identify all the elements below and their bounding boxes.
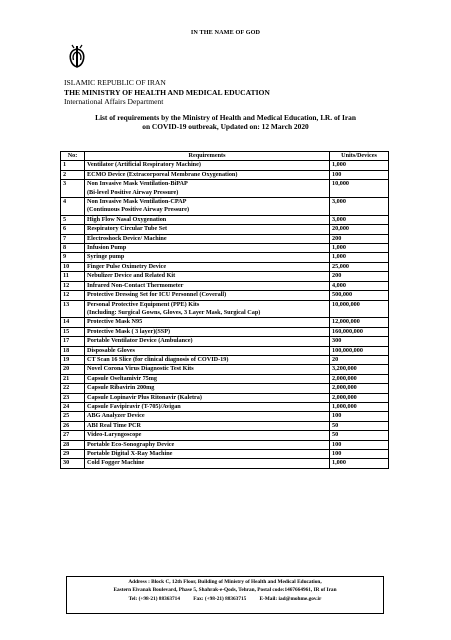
requirement-cell: [85, 346, 330, 355]
table-row: [61, 365, 389, 374]
units-cell: 10,000: [330, 180, 389, 198]
requirement-name: Disposable Gloves: [87, 346, 135, 354]
requirement-cell: [85, 431, 330, 440]
footer-address-line1: Address : Block C, 12th Floor, Building of Ministry of Health and Medical Education,: [128, 579, 322, 585]
row-number: 14: [61, 318, 85, 327]
table-row: [61, 215, 389, 224]
units-cell: 100: [330, 440, 389, 449]
row-number: 19: [61, 355, 85, 364]
row-number: 5: [61, 215, 85, 224]
units-cell: 25,000: [330, 262, 389, 271]
table-row: [61, 346, 389, 355]
table-row: [61, 374, 389, 383]
requirement-cell: [85, 327, 330, 336]
table-row: [61, 384, 389, 393]
requirement-name: Ventilator (Artificial Respiratory Machine): [87, 161, 201, 169]
table-row: [61, 300, 389, 318]
requirement-name: Capsule Oseltamivir 75mg: [87, 374, 158, 382]
table-row: [61, 253, 389, 262]
table-body: [61, 161, 389, 468]
document-title-line2: on COVID-19 outbreak, Updated on: 12 March 2020: [142, 122, 309, 132]
requirement-cell: [85, 272, 330, 281]
table-row: [61, 180, 389, 198]
row-number: 22: [61, 384, 85, 393]
row-number: 26: [61, 421, 85, 430]
units-cell: 100: [330, 450, 389, 459]
requirement-cell: [85, 244, 330, 253]
requirement-name: Portable Ventilator Device (Ambulance): [87, 337, 193, 345]
requirement-cell: [85, 300, 330, 318]
requirement-name: Capsule Favipiravir (T-705)/Avigan: [87, 402, 181, 410]
requirement-detail: (Continuous Positive Airway Pressure): [87, 206, 190, 214]
row-number: 21: [61, 374, 85, 383]
table-row: [61, 337, 389, 346]
row-number: 29: [61, 450, 85, 459]
units-cell: 50: [330, 421, 389, 430]
requirement-name: Non Invasive Mask Ventilation-BiPAP: [87, 180, 188, 188]
requirement-name: Non Invasive Mask Ventilation-CPAP: [87, 198, 187, 206]
row-number: 12: [61, 281, 85, 290]
row-number: 2: [61, 170, 85, 179]
requirement-name: Infusion Pump: [87, 244, 127, 252]
address-footer: [66, 576, 384, 614]
ministry-name: THE MINISTRY OF HEALTH AND MEDICAL EDUCATION: [64, 87, 270, 97]
document-title: [40, 113, 411, 132]
requirement-cell: [85, 337, 330, 346]
table-row: [61, 272, 389, 281]
units-cell: 2,000,000: [330, 374, 389, 383]
header-no: No:: [61, 152, 85, 161]
requirement-name: High Flow Nasal Oxygenation: [87, 215, 167, 223]
requirement-cell: [85, 440, 330, 449]
requirement-cell: [85, 355, 330, 364]
row-number: 15: [61, 327, 85, 336]
requirement-name: Protective Dressing Set for ICU Personnel (Coverall): [87, 291, 227, 299]
requirement-name: Finger Pulse Oximetry Device: [87, 262, 167, 270]
requirement-name: Nebulizer Device and Related Kit: [87, 272, 176, 280]
row-number: 20: [61, 365, 85, 374]
country-name: ISLAMIC REPUBLIC OF IRAN: [64, 78, 166, 87]
row-number: 18: [61, 346, 85, 355]
units-cell: 200: [330, 272, 389, 281]
row-number: 17: [61, 337, 85, 346]
requirement-cell: [85, 225, 330, 234]
table-row: [61, 244, 389, 253]
requirement-cell: [85, 450, 330, 459]
table-row: [61, 412, 389, 421]
header-units: Units/Devices: [330, 152, 389, 161]
requirement-name: Portable Digital X-Ray Machine: [87, 450, 173, 457]
requirement-name: Cold Fogger Machine: [87, 459, 145, 467]
requirement-name: Syringe pump: [87, 253, 125, 261]
table-row: [61, 402, 389, 411]
footer-contact-line: Tel: (+98-21) 88363714 Fax: (+98-21) 88363715 E-Mail: iad@mohme.gov.ir: [128, 595, 322, 602]
row-number: 27: [61, 431, 85, 440]
row-number: 9: [61, 253, 85, 262]
requirement-cell: [85, 291, 330, 300]
table-row: [61, 262, 389, 271]
row-number: 1: [61, 161, 85, 170]
units-cell: 1,000: [330, 253, 389, 262]
organization-block: [64, 78, 270, 107]
units-cell: 100: [330, 412, 389, 421]
requirement-name: Capsule Lopinavir Plus Ritonavir (Kaletra): [87, 393, 202, 401]
requirement-cell: [85, 180, 330, 198]
units-cell: 3,000: [330, 215, 389, 224]
units-cell: 50: [330, 431, 389, 440]
top-title: IN THE NAME OF GOD: [190, 29, 261, 36]
units-cell: 20,000: [330, 225, 389, 234]
table-row: [61, 355, 389, 364]
requirement-cell: [85, 161, 330, 170]
footer-address-line2: Eastern Eivanak Boulevard, Phase 5, Shahrak-e-Qods, Tehran, Postal code:1467664961, IR of Iran: [113, 587, 337, 594]
requirement-name: ABI Real Time PCR: [87, 421, 141, 429]
document-title-line1: List of requirements by the Ministry of Health and Medical Education, I.R. of Iran: [95, 113, 356, 122]
requirement-name: Infrared Non-Contact Thermometer: [87, 281, 184, 289]
units-cell: 3,000: [330, 198, 389, 216]
row-number: 8: [61, 244, 85, 253]
units-cell: 1,000,000: [330, 402, 389, 411]
requirement-cell: [85, 412, 330, 421]
row-number: 24: [61, 402, 85, 411]
requirement-cell: [85, 421, 330, 430]
row-number: 7: [61, 234, 85, 243]
requirement-cell: [85, 262, 330, 271]
units-cell: 100: [330, 170, 389, 179]
units-cell: 1,000: [330, 244, 389, 253]
department-name: International Affairs Department: [64, 97, 164, 107]
units-cell: 2,000,000: [330, 393, 389, 402]
table-row: [61, 170, 389, 179]
requirement-name: Capsule Ribavirin 200mg: [87, 384, 155, 392]
table-row: [61, 459, 389, 468]
table-row: [61, 421, 389, 430]
units-cell: 300: [330, 337, 389, 346]
table-row: [61, 291, 389, 300]
row-number: 30: [61, 459, 85, 468]
row-number: 11: [61, 272, 85, 281]
requirement-name: Video-Laryngoscope: [87, 431, 142, 439]
requirement-name: Novel Corona Virus Diagnostic Test Kits: [87, 365, 194, 373]
requirement-cell: [85, 459, 330, 468]
requirement-cell: [85, 384, 330, 393]
units-cell: 2,000,000: [330, 384, 389, 393]
requirement-cell: [85, 281, 330, 290]
table-row: [61, 450, 389, 459]
requirement-name: ABG Analyzer Device: [87, 412, 145, 420]
requirement-cell: [85, 253, 330, 262]
units-cell: 100,000,000: [330, 346, 389, 355]
requirement-name: Protective Mask N95: [87, 318, 143, 326]
requirement-cell: [85, 215, 330, 224]
requirement-cell: [85, 234, 330, 243]
requirement-detail: (Including: Surgical Gowns, Gloves, 3 Layer Mask, Surgical Cap): [87, 308, 261, 316]
table-row: [61, 161, 389, 170]
requirement-cell: [85, 365, 330, 374]
units-cell: 1,000: [330, 459, 389, 468]
units-cell: 200: [330, 234, 389, 243]
requirement-name: Portable Eco-Sonography Device: [87, 440, 175, 448]
requirement-name: Respiratory Circular Tube Set: [87, 225, 168, 233]
units-cell: 20: [330, 355, 389, 364]
table-row: [61, 318, 389, 327]
table-row: [61, 393, 389, 402]
requirements-table: [60, 151, 389, 469]
row-number: 23: [61, 393, 85, 402]
requirement-cell: [85, 318, 330, 327]
row-number: 4: [61, 198, 85, 216]
header-requirements: Requirements: [85, 152, 330, 161]
units-cell: 4,000: [330, 281, 389, 290]
table-row: [61, 225, 389, 234]
units-cell: 12,000,000: [330, 318, 389, 327]
table-row: [61, 234, 389, 243]
row-number: 10: [61, 262, 85, 271]
units-cell: 1,000: [330, 161, 389, 170]
row-number: 25: [61, 412, 85, 421]
table-row: [61, 198, 389, 216]
iran-emblem-icon: [65, 44, 89, 70]
table-header-row: [61, 152, 389, 161]
requirement-name: Protective Mask ( 3 layer)(SSP): [87, 327, 171, 335]
units-cell: 160,000,000: [330, 327, 389, 336]
units-cell: 3,200,000: [330, 365, 389, 374]
units-cell: 500,000: [330, 291, 389, 300]
row-number: 12: [61, 291, 85, 300]
table-row: [61, 440, 389, 449]
requirement-cell: [85, 374, 330, 383]
requirement-detail: (Bi-level Positive Airway Pressure): [87, 188, 179, 196]
requirement-name: Electroshock Device/ Machine: [87, 234, 167, 242]
requirement-cell: [85, 393, 330, 402]
requirement-cell: [85, 402, 330, 411]
row-number: 3: [61, 180, 85, 198]
requirement-cell: [85, 198, 330, 216]
row-number: 13: [61, 300, 85, 318]
row-number: 28: [61, 440, 85, 449]
table-row: [61, 327, 389, 336]
units-cell: 10,000,000: [330, 300, 389, 318]
table-row: [61, 281, 389, 290]
requirement-cell: [85, 170, 330, 179]
row-number: 6: [61, 225, 85, 234]
requirement-name: Personal Protective Equipment (PPE) Kits: [87, 300, 200, 308]
requirement-name: ECMO Device (Extracorporeal Membrane Oxygenation): [87, 170, 238, 178]
table-row: [61, 431, 389, 440]
requirement-name: CT Scan 16 Slice (for clinical diagnosis of COVID-19): [87, 355, 229, 363]
